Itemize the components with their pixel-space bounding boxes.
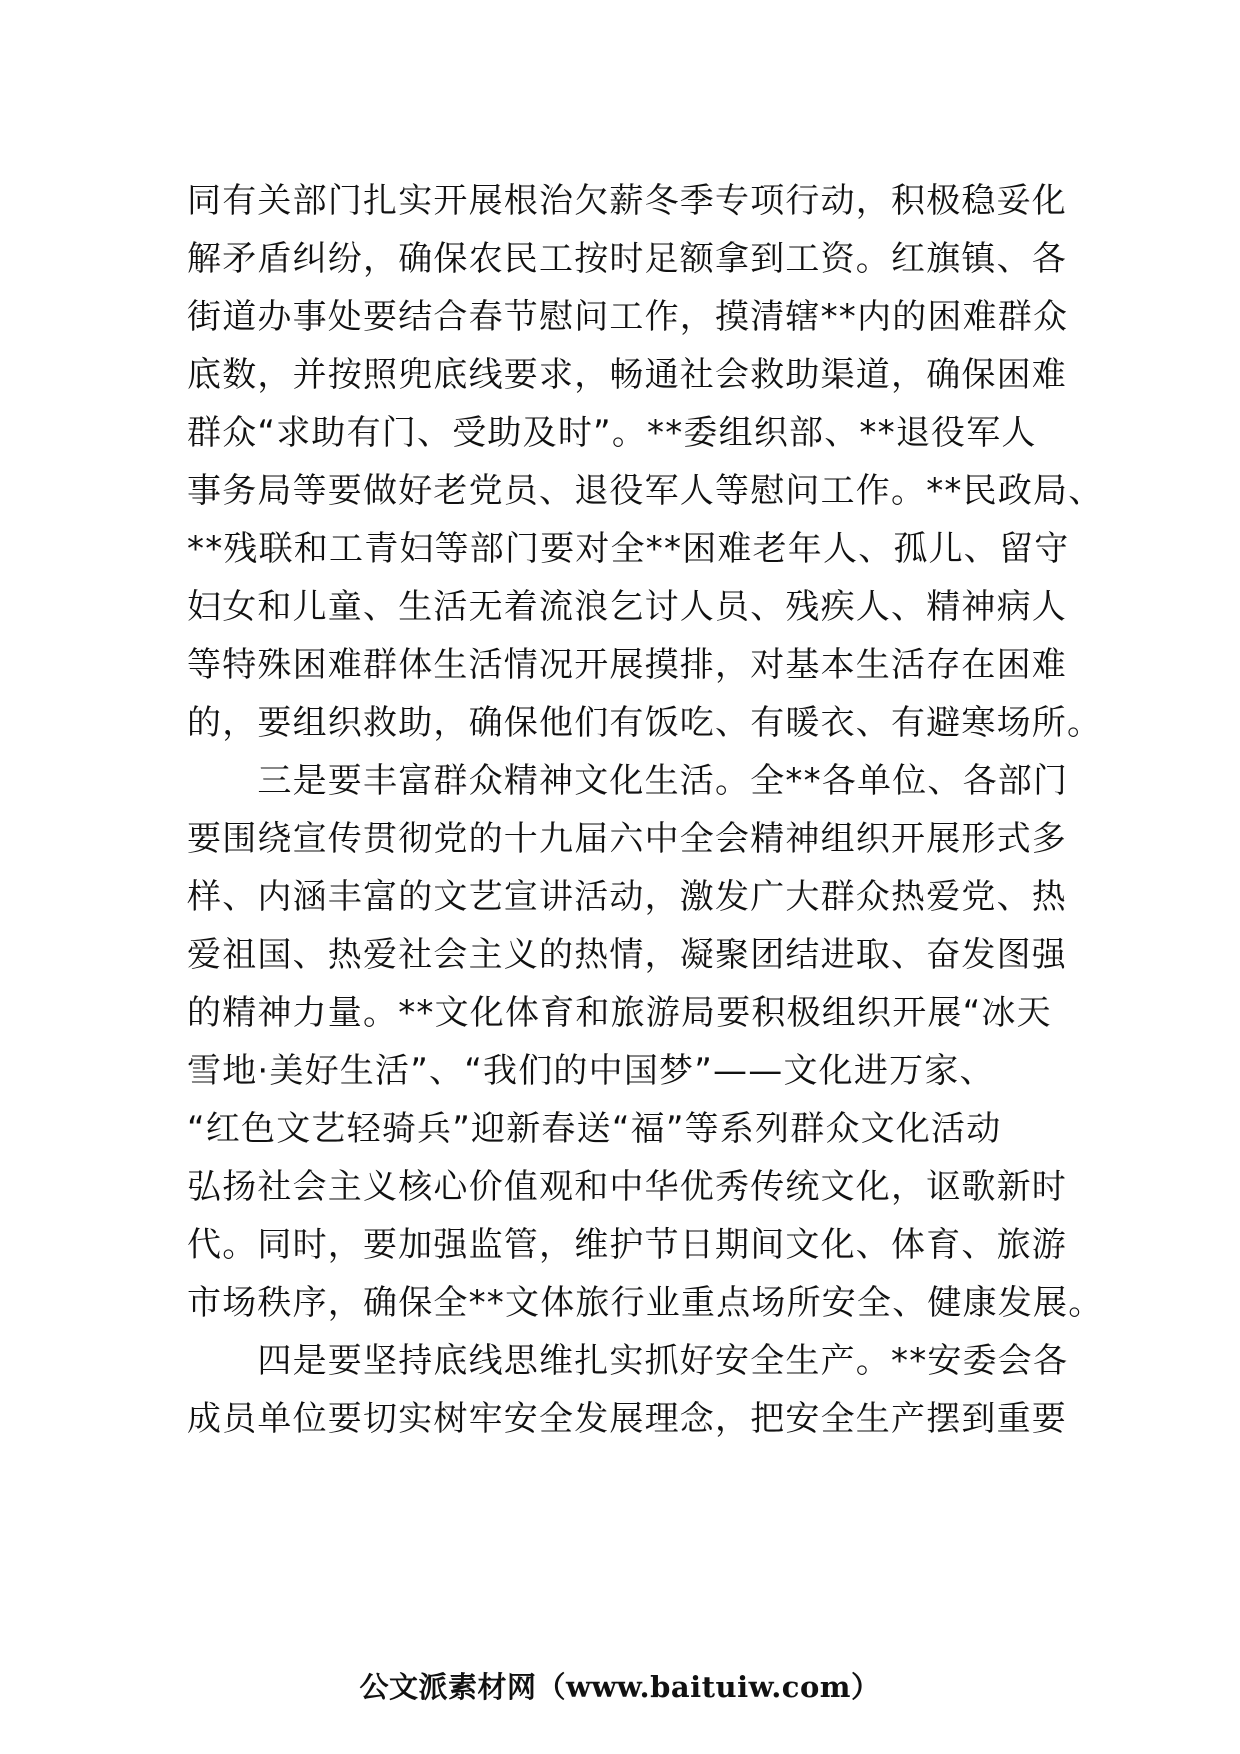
text-line: 等特殊困难群体生活情况开展摸排，对基本生活存在困难 xyxy=(187,645,1067,685)
text-line: 样、内涵丰富的文艺宣讲活动，激发广大群众热爱党、热 xyxy=(187,877,1067,917)
text-line: 三是要丰富群众精神文化生活。全**各单位、各部门 xyxy=(187,761,1069,801)
text-line: “红色文艺轻骑兵”迎新春送“福”等系列群众文化活动 xyxy=(187,1109,1002,1149)
text-line: 四是要坚持底线思维扎实抓好安全生产。**安委会各 xyxy=(187,1341,1069,1381)
text-line: 底数，并按照兜底线要求，畅通社会救助渠道，确保困难 xyxy=(187,355,1067,395)
text-line: 同有关部门扎实开展根治欠薪冬季专项行动，积极稳妥化 xyxy=(187,181,1067,221)
text-line: 群众“求助有门、受助及时”。**委组织部、**退役军人 xyxy=(187,413,1037,453)
text-line: 市场秩序，确保全**文体旅行业重点场所安全、健康发展。 xyxy=(187,1283,1104,1323)
text-line: 的，要组织救助，确保他们有饭吃、有暖衣、有避寒场所。 xyxy=(187,703,1103,743)
text-line: 解矛盾纠纷，确保农民工按时足额拿到工资。红旗镇、各 xyxy=(187,239,1067,279)
watermark-footer: 公文派素材网（www.baituiw.com） xyxy=(359,1670,881,1704)
text-line: 街道办事处要结合春节慰问工作，摸清辖**内的困难群众 xyxy=(187,297,1069,337)
text-line: 弘扬社会主义核心价值观和中华优秀传统文化，讴歌新时 xyxy=(187,1167,1067,1207)
text-line: 爱祖国、热爱社会主义的热情，凝聚团结进取、奋发图强 xyxy=(187,935,1067,975)
text-line: 代。同时，要加强监管，维护节日期间文化、体育、旅游 xyxy=(187,1225,1067,1265)
text-line: 的精神力量。**文化体育和旅游局要积极组织开展“冰天 xyxy=(187,993,1052,1033)
text-line: 妇女和儿童、生活无着流浪乞讨人员、残疾人、精神病人 xyxy=(187,587,1067,627)
text-line: **残联和工青妇等部门要对全**困难老年人、孤儿、留守 xyxy=(187,529,1070,569)
text-line: 要围绕宣传贯彻党的十九届六中全会精神组织开展形式多 xyxy=(187,819,1067,859)
text-line: 成员单位要切实树牢安全发展理念，把安全生产摆到重要 xyxy=(187,1399,1067,1439)
text-line: 雪地·美好生活”、“我们的中国梦”——文化进万家、 xyxy=(187,1051,995,1091)
text-line: 事务局等要做好老党员、退役军人等慰问工作。**民政局、 xyxy=(187,471,1104,511)
